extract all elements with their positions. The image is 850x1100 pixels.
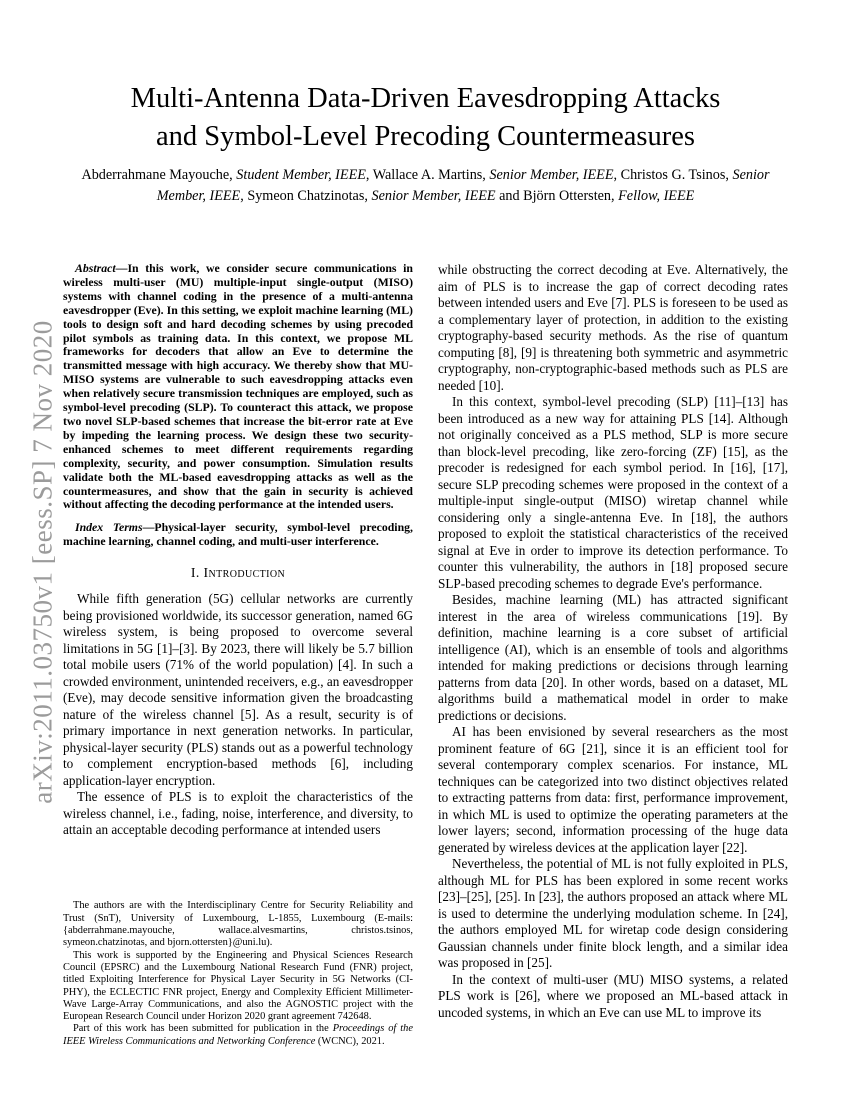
author-name: Abderrahmane Mayouche,: [81, 167, 237, 183]
footnote-submission-venue: Proceedings of the IEEE Wireless Communications and Networking Conference: [63, 1023, 413, 1047]
footnote-submission: [63, 1023, 413, 1048]
author-name: , Christos G. Tsinos,: [613, 167, 733, 183]
author-affiliation: Student Member, IEEE: [236, 167, 366, 183]
author-affiliation: Senior Member, IEEE: [489, 167, 614, 183]
footnote-submission-lead: Part of this work has been submitted for publication in the: [73, 1023, 333, 1035]
footnote-block: [63, 900, 413, 1048]
index-terms-paragraph: [63, 521, 413, 549]
paper-header: [63, 80, 788, 207]
arxiv-watermark: arXiv:2011.03750v1 [eess.SP] 7 Nov 2020: [27, 320, 58, 804]
footnote-funding: This work is supported by the Engineering and Physical Sciences Research Council (EPSRC) and the Luxembourg National Research Fund (FNR) project, titled Exploiting Interference for Physical Layer Security in 5G Networks (CI-PHY), the ECLECTIC FNR project, Energy and Complexity Efficient Millimeter-Wave Large-Array Communications, and also the AGNOSTIC project with the European Research Council under Horizon 2020 grant agreement 742648.: [63, 949, 413, 1023]
body-paragraph: Besides, machine learning (ML) has attracted significant interest in the area of wireless communications [19]. By definition, machine learning is a core subset of artificial intelligence (AI), which is an ensemble of tools and algorithms intended for making predictions or decisions through learning patterns from data [20]. In other words, based on a dataset, ML algorithms build a mathematical model in order to make predictions or decisions.: [438, 592, 788, 723]
left-column: [63, 262, 413, 1048]
intro-paragraph-1: While fifth generation (5G) cellular networks are currently being provisioned worldwide, its successor generation, named 6G wireless system, is being proposed to overcome several limitations in 5G [1]–[3]. By 2023, there will likely be 5.7 billion total mobile users (71% of the world population) [4]. In such a crowded environment, unintended receivers, e.g., an eavesdropper (Eve), may decode sensitive information given the broadcasting nature of the wireless channel [5]. As a result, security is of primary importance in next generation networks. In particular, physical-layer security (PLS) stands out as a powerful technology to complement encryption-based methods [6], including application-layer encryption.: [63, 591, 413, 788]
body-paragraph: In the context of multi-user (MU) MISO systems, a related PLS work is [26], where we proposed an ML-based attack in uncoded systems, in which an Eve can use ML to improve its: [438, 971, 788, 1020]
right-column: [438, 262, 788, 1021]
paper-title-line1: Multi-Antenna Data-Driven Eavesdropping Attacks: [130, 83, 721, 114]
abstract-text: —In this work, we consider secure communications in wireless multi-user (MU) multiple-input single-output (MISO) systems with channel coding in the presence of a multi-antenna eavesdropper (Eve). In this setting, we exploit machine learning (ML) tools to design soft and hard decoding schemes by using precoded pilot symbols as training data. In this context, we propose ML frameworks for decoders that allow an Eve to determine the transmitted message with high accuracy. We thereby show that MU-MISO systems are vulnerable to such eavesdropping attacks even when relatively secure transmission techniques are employed, such as symbol-level precoding (SLP). To counteract this attack, we propose two novel SLP-based schemes that increase the bit-error rate at Eve by impeding the learning process. We design these two security-enhanced schemes to meet different requirements regarding complexity, security, and power consumption. Simulation results validate both the ML-based eavesdropping attacks as well as the countermeasures, and show that the gain in security is achieved without affecting the decoding performance at the intended users.: [63, 261, 413, 512]
body-paragraph: while obstructing the correct decoding at Eve. Alternatively, the aim of PLS is to increase the gap of correct decoding rates between intended users and Eve [7]. PLS is foreseen to be used as a complementary layer of protection, in addition to the existing cryptography-based security methods. As the rise of quantum computing [8], [9] is threatening both symmetric and asymmetric cryptography, non-cryptographic-based methods such as PLS are needed [10].: [438, 262, 788, 393]
section-heading-introduction: I. Introduction: [190, 565, 286, 581]
intro-paragraph-2: The essence of PLS is to exploit the characteristics of the wireless channel, i.e., fading, noise, interference, and diversity, to attain an acceptable decoding performance at intended users: [63, 789, 413, 838]
author-line: [63, 165, 788, 207]
author-affiliation: Senior Member, IEEE: [371, 188, 496, 204]
body-paragraph: In this context, symbol-level precoding (SLP) [11]–[13] has been introduced as a new way for attaining PLS [14]. Although not originally conceived as a PLS method, SLP is more secure than block-level precoding, like zero-forcing (ZF) [15], as the precoder is redesigned for each symbol period. In [16], [17], secure SLP precoding schemes were proposed in the context of a multiple-input single-output (MISO) wiretap channel while considering only a single-antenna Eve. In [18], the authors proposed to exploit the statistical characteristics of the received signal at Eve in order to improve its detection performance. To counter this vulnerability, the authors in [18] proposed secure SLP-based precoding schemes to degrade Eve's performance.: [438, 394, 788, 591]
footnote-affiliation: The authors are with the Interdisciplinary Centre for Security Reliability and Trust (SnT), University of Luxembourg, L-1855, Luxembourg (E-mails: {abderrahmane.mayouche, wallace.alvesmartins, christos.tsinos, symeon.chatzinotas, and bjorn.ottersten}@uni.lu).: [63, 900, 413, 949]
paper-title: [63, 80, 788, 156]
abstract-label: Abstract: [75, 261, 116, 275]
body-paragraph: Nevertheless, the potential of ML is not fully exploited in PLS, although ML for PLS has been explored in some recent works [23]–[25], [25]. In [23], the authors proposed an attack where ML is used to determine the underlying modulation scheme. In [24], the authors employed ML for wiretap code design considering Gaussian channels under finite block length, and a similar idea was proposed in [25].: [438, 856, 788, 970]
author-name: , Wallace A. Martins,: [365, 167, 490, 183]
author-affiliation: Fellow, IEEE: [618, 188, 695, 204]
author-name: and Björn Ottersten,: [495, 188, 619, 204]
author-affiliation: Senior Member, IEEE: [156, 167, 770, 204]
index-terms-label: Index Terms: [75, 520, 143, 535]
abstract-paragraph: [63, 262, 413, 512]
paper-title-line2: and Symbol-Level Precoding Countermeasures: [156, 121, 695, 152]
author-name: , Symeon Chatzinotas,: [240, 188, 372, 204]
footnote-submission-tail: (WCNC), 2021.: [315, 1035, 385, 1047]
index-terms-text: —Physical-layer security, symbol-level precoding, machine learning, channel coding, and multi-user interference.: [63, 520, 413, 549]
body-paragraph: AI has been envisioned by several researchers as the most prominent feature of 6G [21], since it is an efficient tool for several contemporary complex scenarios. For instance, ML techniques can be categorized into two distinct objectives related to extracting patterns from data: first, performance improvement, in which ML is used to optimize the operating parameters at the lower layers; second, information processing of the huge data generated by wireless devices at the application layer [22].: [438, 724, 788, 855]
